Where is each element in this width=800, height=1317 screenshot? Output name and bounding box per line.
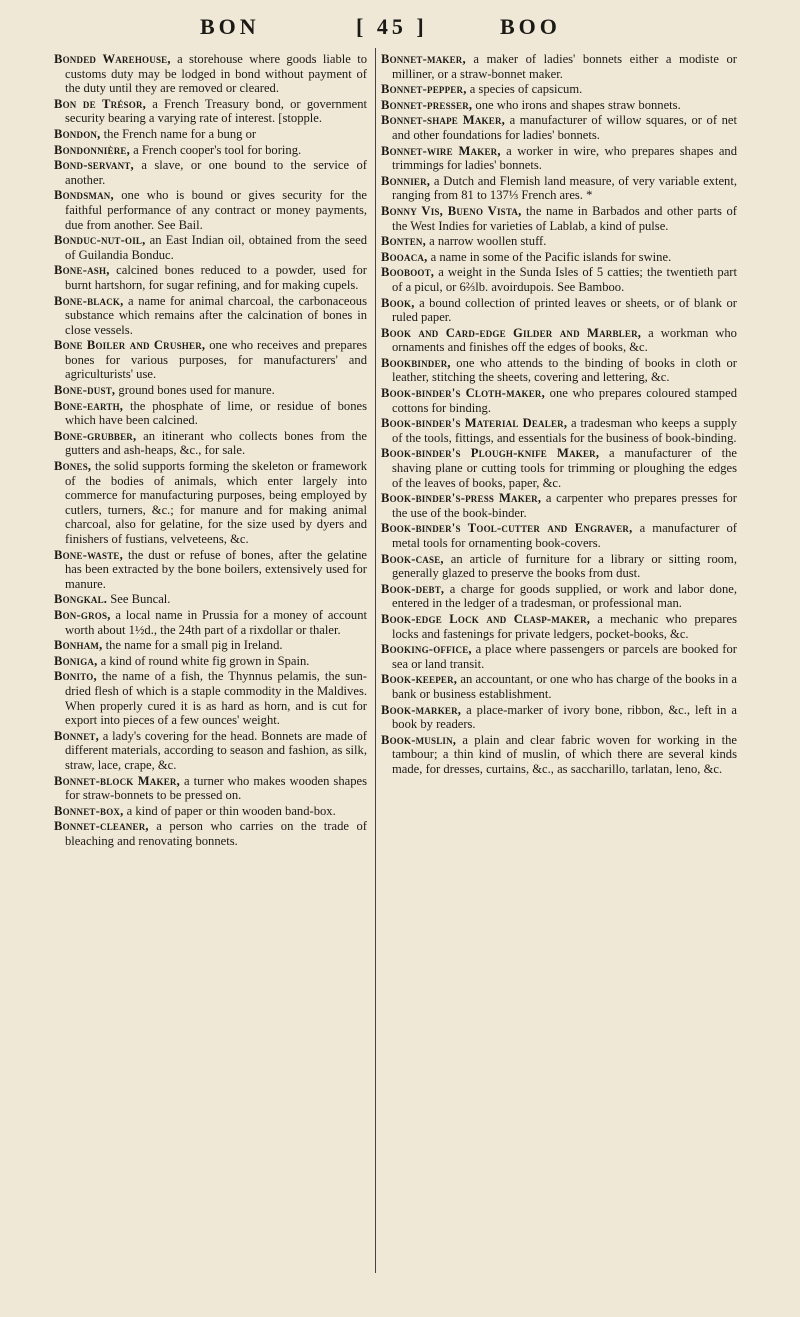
entry-definition: a person who carries on the trade of bleaching and renovating bonnets.	[65, 819, 367, 848]
entry-term: Bonham,	[54, 638, 103, 653]
dictionary-entry	[381, 703, 737, 732]
dictionary-entry	[381, 552, 737, 581]
dictionary-entry	[381, 296, 737, 325]
entry-definition: the French name for a bung or	[100, 126, 257, 141]
entry-term: Book-debt,	[381, 581, 445, 596]
entry-definition: a Dutch and Flemish land measure, of very variable extent, ranging from 81 to 137⅓ French ares. *	[392, 173, 737, 203]
dictionary-entry	[381, 174, 737, 203]
dictionary-entry	[54, 127, 367, 142]
dictionary-entry	[54, 338, 367, 382]
dictionary-entry	[381, 82, 737, 97]
entry-definition: a charge for goods supplied, or work and labor done, entered in the ledger of a tradesman, or professional man.	[392, 581, 737, 611]
right-column	[381, 52, 737, 778]
entry-term: Bonnet-pepper,	[381, 82, 467, 97]
dictionary-entry	[54, 774, 367, 803]
entry-term: Bonnet-box,	[54, 803, 124, 818]
entry-term: Bone-ash,	[54, 263, 110, 278]
entry-definition: one who is bound or gives security for the faithful performance of any contract or money payments, due from another. See Bail.	[65, 188, 367, 232]
entry-definition: a manufacturer of willow squares, or of net and other foundations for ladies' bonnets.	[392, 113, 737, 142]
entry-term: Bonnet-block Maker,	[54, 773, 180, 788]
dictionary-entry	[381, 733, 737, 777]
entry-term: Booking-office,	[381, 642, 472, 657]
entry-term: Booboot,	[381, 265, 435, 280]
entry-term: Bonded Warehouse,	[54, 52, 171, 66]
entry-term: Bonny Vis, Bueno Vista,	[381, 203, 522, 218]
dictionary-entry	[381, 144, 737, 173]
dictionary-entry	[54, 52, 367, 96]
header-right-guide-word: BOO	[500, 14, 561, 39]
entry-definition: calcined bones reduced to a powder, used for burnt hartshorn, for sugar refining, and for making cupels.	[65, 263, 367, 292]
dictionary-entry	[381, 491, 737, 520]
entry-definition: an article of furniture for a library or sitting room, generally glazed to preserve the books from dust.	[392, 551, 737, 581]
dictionary-entry	[54, 729, 367, 773]
entry-definition: the dust or refuse of bones, after the gelatine has been extracted by the bone boilers, extensively used for manure.	[65, 547, 367, 591]
dictionary-entry	[381, 386, 737, 415]
dictionary-entry	[54, 548, 367, 592]
dictionary-entry	[54, 669, 367, 727]
entry-term: Book-binder's Material Dealer,	[381, 416, 568, 431]
left-column	[54, 52, 367, 849]
entry-definition: a bound collection of printed leaves or sheets, or of blank or ruled paper.	[392, 295, 737, 325]
entry-term: Book-binder's Plough-knife Maker,	[381, 446, 600, 461]
entry-term: Bondon,	[54, 126, 101, 141]
entry-definition: the name of a fish, the Thynnus pelamis, the sun-dried flesh of which is a staple commodity in the Maldives. When properly cured it is as hard as horn, and is cut for export into pieces of a few ounces' weight.	[65, 669, 367, 728]
entry-term: Bonnet-shape Maker,	[381, 113, 506, 128]
entry-definition: a plain and clear fabric woven for working in the tambour; a thin kind of muslin, of which there are several kinds made, for dresses, curtains, &c., as saccharillo, tarlatan, leno, &c.	[392, 732, 737, 776]
dictionary-entry	[54, 608, 367, 637]
dictionary-entry	[54, 459, 367, 547]
entry-term: Bonnier,	[381, 173, 431, 188]
entry-definition: a name for animal charcoal, the carbonaceous substance which remains after the calcination of bones in close vessels.	[65, 293, 367, 337]
entry-term: Bone-grubber,	[54, 428, 137, 443]
entry-definition: a manufacturer of metal tools for ornamenting book-covers.	[392, 521, 737, 550]
dictionary-entry	[381, 326, 737, 355]
entry-definition: a manufacturer of the shaving plane or cutting tools for trimming or ploughing the edges of the leaves of books, paper, &c.	[392, 446, 738, 490]
entry-definition: an itinerant who collects bones from the gutters and ash-heaps, &c., for sale.	[65, 428, 367, 458]
entry-definition: a workman who ornaments and finishes off the edges of books, &c.	[392, 325, 737, 355]
entry-definition: a place where passengers or parcels are booked for sea or land transit.	[392, 642, 737, 671]
entry-term: Bondsman,	[54, 188, 114, 203]
entry-term: Bone-black,	[54, 293, 124, 308]
entry-definition: a kind of paper or thin wooden band-box.	[123, 803, 336, 818]
entry-definition: a tradesman who keeps a supply of the tools, fittings, and essentials for the business of book-binding.	[392, 416, 737, 445]
entry-term: Book-marker,	[381, 702, 462, 717]
dictionary-entry	[54, 294, 367, 338]
dictionary-entry	[381, 98, 737, 113]
entry-definition: one who receives and prepares bones for various purposes, for manufacturers' and agriculturists' use.	[65, 338, 368, 382]
entry-definition: one who irons and shapes straw bonnets.	[472, 97, 681, 112]
dictionary-entry	[381, 521, 737, 550]
entry-term: Book-muslin,	[381, 732, 457, 747]
entry-term: Book-binder's Tool-cutter and Engraver,	[381, 521, 633, 536]
dictionary-entry	[54, 638, 367, 653]
entry-definition: a maker of ladies' bonnets either a modiste or milliner, or a straw-bonnet maker.	[392, 52, 737, 81]
dictionary-entry	[381, 265, 737, 294]
dictionary-entry	[54, 429, 367, 458]
entry-definition: a kind of round white fig grown in Spain.	[97, 653, 310, 668]
entry-term: Bonduc-nut-oil,	[54, 233, 146, 248]
entry-definition: the solid supports forming the skeleton or framework of the bodies of animals, which enter largely into commerce for manufacturing purposes, being employed by cutlers, turners, &c.; for manure and for making animal charcoal, also for gelatine, for the size used by dyers and finishers of fustians, velveteens, &c.	[65, 459, 367, 546]
entry-term: Book-binder's-press Maker,	[381, 491, 542, 506]
entry-definition: one who attends to the binding of books in cloth or leather, stitching the sheets, covering and lettering, &c.	[392, 355, 737, 385]
entry-definition: the phosphate of lime, or residue of bones which have been calcined.	[65, 398, 367, 428]
entry-term: Bookbinder,	[381, 355, 451, 370]
entry-definition: a place-marker of ivory bone, ribbon, &c., left in a book by readers.	[392, 702, 737, 732]
entry-definition: the name in Barbados and other parts of the West Indies for varieties of Lablab, a kind of pulse.	[392, 203, 737, 233]
dictionary-entry	[54, 97, 367, 126]
dictionary-entry	[54, 158, 367, 187]
dictionary-entry	[54, 819, 367, 848]
dictionary-entry	[54, 399, 367, 428]
dictionary-entry	[54, 383, 367, 398]
dictionary-entry	[54, 804, 367, 819]
dictionary-entry	[54, 263, 367, 292]
entry-term: Bon de Trésor,	[54, 96, 146, 111]
entry-definition: a weight in the Sunda Isles of 5 catties; the twentieth part of a picul, or 6⅔lb. avoirdupois. See Bamboo.	[392, 265, 737, 294]
entry-term: Bongkal.	[54, 592, 108, 607]
entry-term: Book-keeper,	[381, 672, 458, 687]
entry-definition: a carpenter who prepares presses for the use of the book-binder.	[392, 491, 738, 520]
dictionary-entry	[54, 654, 367, 669]
dictionary-entry	[381, 52, 737, 81]
page-number: [ 45 ]	[356, 14, 428, 39]
entry-term: Bondonnière,	[54, 142, 130, 157]
entry-definition: the name for a small pig in Ireland.	[102, 638, 283, 653]
entry-term: Bonito,	[54, 669, 97, 684]
dictionary-entry	[54, 592, 367, 607]
dictionary-entry	[54, 188, 367, 232]
entry-term: Bonnet-maker,	[381, 52, 466, 66]
dictionary-entry	[381, 446, 737, 490]
entry-term: Bone-dust,	[54, 383, 116, 398]
entry-term: Bone Boiler and Crusher,	[54, 338, 206, 353]
entry-term: Book-case,	[381, 551, 444, 566]
entry-definition: one who prepares coloured stamped cottons for binding.	[392, 386, 737, 415]
entry-term: Bond-servant,	[54, 158, 134, 173]
dictionary-entry	[381, 612, 737, 641]
entry-term: Bonnet-cleaner,	[54, 819, 149, 834]
dictionary-entry	[54, 233, 367, 262]
entry-definition: a mechanic who prepares locks and fastenings for private ledgers, pocket-books, &c.	[392, 611, 737, 641]
dictionary-entry	[54, 143, 367, 158]
entry-term: Bones,	[54, 459, 92, 474]
entry-term: Bone-earth,	[54, 398, 124, 413]
entry-term: Bonnet-presser,	[381, 97, 473, 112]
header-left-guide-word: BON	[200, 14, 260, 39]
dictionary-entry	[381, 582, 737, 611]
entry-definition: a lady's covering for the head. Bonnets are made of different materials, according to season and fashion, as silk, straw, lace, crape, &c.	[65, 728, 367, 772]
entry-term: Bonnet-wire Maker,	[381, 143, 501, 158]
entry-definition: a storehouse where goods liable to customs duty may be lodged in bond without payment of the duty until they are removed or cleared.	[65, 52, 367, 96]
entry-definition: a narrow woollen stuff.	[425, 234, 547, 249]
entry-definition: a local name in Prussia for a money of account worth about 1½d., the 24th part of a rixdollar or thaler.	[65, 607, 367, 637]
dictionary-entry	[381, 204, 737, 233]
dictionary-entry	[381, 642, 737, 671]
entry-definition: a French cooper's tool for boring.	[129, 142, 302, 157]
column-divider	[375, 48, 376, 1273]
dictionary-entry	[381, 234, 737, 249]
dictionary-entry	[381, 113, 737, 142]
dictionary-entry	[381, 250, 737, 265]
entry-definition: a French Treasury bond, or government security bearing a varying rate of interest. [stopple.	[65, 96, 368, 126]
dictionary-entry	[381, 672, 737, 701]
dictionary-entry	[381, 356, 737, 385]
page-header	[0, 14, 800, 46]
entry-term: Bon-gros,	[54, 607, 111, 622]
entry-term: Book-binder's Cloth-maker,	[381, 386, 545, 401]
entry-definition: a slave, or one bound to the service of another.	[65, 158, 367, 187]
entry-term: Book and Card-edge Gilder and Marbler,	[381, 325, 642, 340]
entry-definition: See Buncal.	[107, 592, 171, 607]
entry-term: Bonnet,	[54, 728, 99, 743]
dictionary-entry	[381, 416, 737, 445]
entry-term: Book-edge Lock and Clasp-maker,	[381, 611, 591, 626]
entry-term: Book,	[381, 295, 415, 310]
entry-definition: a name in some of the Pacific islands for swine.	[427, 249, 672, 264]
entry-term: Booaca,	[381, 249, 428, 264]
entry-term: Bone-waste,	[54, 547, 123, 562]
entry-term: Boniga,	[54, 653, 98, 668]
entry-definition: a turner who makes wooden shapes for straw-bonnets to be pressed on.	[65, 773, 368, 803]
entry-definition: ground bones used for manure.	[115, 383, 275, 398]
entry-definition: a species of capsicum.	[466, 82, 583, 97]
entry-definition: an accountant, or one who has charge of the books in a bank or business establishment.	[392, 672, 737, 701]
entry-term: Bonten,	[381, 234, 426, 249]
entry-definition: a worker in wire, who prepares shapes and trimmings for ladies' bonnets.	[392, 143, 737, 173]
entry-definition: an East Indian oil, obtained from the seed of Guilandia Bonduc.	[65, 233, 367, 262]
